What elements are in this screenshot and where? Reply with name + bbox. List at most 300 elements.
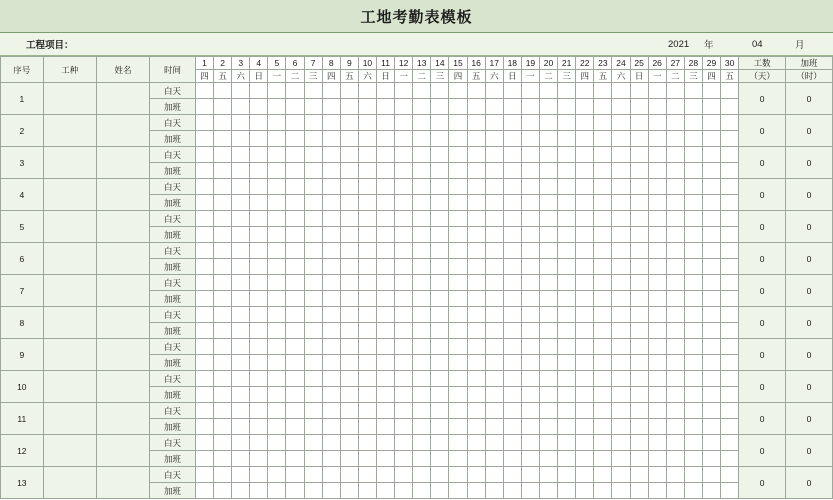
attendance-cell[interactable] — [721, 243, 739, 259]
attendance-cell[interactable] — [576, 243, 594, 259]
attendance-cell[interactable] — [485, 451, 503, 467]
attendance-cell[interactable] — [413, 115, 431, 131]
attendance-cell[interactable] — [322, 387, 340, 403]
attendance-cell[interactable] — [395, 243, 413, 259]
attendance-cell[interactable] — [467, 403, 485, 419]
attendance-cell[interactable] — [539, 243, 557, 259]
attendance-cell[interactable] — [340, 339, 358, 355]
attendance-cell[interactable] — [195, 323, 213, 339]
attendance-cell[interactable] — [721, 419, 739, 435]
attendance-cell[interactable] — [195, 307, 213, 323]
attendance-cell[interactable] — [340, 99, 358, 115]
attendance-cell[interactable] — [612, 195, 630, 211]
attendance-cell[interactable] — [431, 371, 449, 387]
attendance-cell[interactable] — [214, 419, 232, 435]
attendance-cell[interactable] — [358, 195, 376, 211]
attendance-cell[interactable] — [648, 323, 666, 339]
attendance-cell[interactable] — [702, 483, 720, 499]
attendance-cell[interactable] — [304, 131, 322, 147]
attendance-cell[interactable] — [268, 355, 286, 371]
attendance-cell[interactable] — [413, 291, 431, 307]
attendance-cell[interactable] — [558, 83, 576, 99]
attendance-cell[interactable] — [449, 259, 467, 275]
attendance-cell[interactable] — [684, 355, 702, 371]
attendance-cell[interactable] — [286, 451, 304, 467]
attendance-cell[interactable] — [395, 147, 413, 163]
attendance-cell[interactable] — [395, 371, 413, 387]
attendance-cell[interactable] — [449, 451, 467, 467]
attendance-cell[interactable] — [431, 259, 449, 275]
attendance-cell[interactable] — [214, 435, 232, 451]
attendance-cell[interactable] — [214, 323, 232, 339]
attendance-cell[interactable] — [648, 451, 666, 467]
attendance-cell[interactable] — [413, 227, 431, 243]
attendance-cell[interactable] — [286, 323, 304, 339]
attendance-cell[interactable] — [431, 115, 449, 131]
attendance-cell[interactable] — [521, 259, 539, 275]
attendance-cell[interactable] — [358, 99, 376, 115]
attendance-cell[interactable] — [467, 355, 485, 371]
attendance-cell[interactable] — [195, 115, 213, 131]
name-cell[interactable] — [96, 307, 149, 339]
attendance-cell[interactable] — [612, 243, 630, 259]
attendance-cell[interactable] — [449, 131, 467, 147]
attendance-cell[interactable] — [630, 179, 648, 195]
attendance-cell[interactable] — [395, 483, 413, 499]
attendance-cell[interactable] — [539, 259, 557, 275]
attendance-cell[interactable] — [449, 435, 467, 451]
attendance-cell[interactable] — [232, 99, 250, 115]
attendance-cell[interactable] — [648, 355, 666, 371]
attendance-cell[interactable] — [702, 307, 720, 323]
attendance-cell[interactable] — [449, 179, 467, 195]
attendance-cell[interactable] — [232, 227, 250, 243]
attendance-cell[interactable] — [576, 83, 594, 99]
attendance-cell[interactable] — [630, 403, 648, 419]
attendance-cell[interactable] — [304, 275, 322, 291]
attendance-cell[interactable] — [612, 355, 630, 371]
attendance-cell[interactable] — [377, 387, 395, 403]
attendance-cell[interactable] — [721, 467, 739, 483]
attendance-cell[interactable] — [576, 435, 594, 451]
attendance-cell[interactable] — [648, 243, 666, 259]
attendance-cell[interactable] — [431, 403, 449, 419]
attendance-cell[interactable] — [304, 323, 322, 339]
attendance-cell[interactable] — [431, 243, 449, 259]
attendance-cell[interactable] — [666, 307, 684, 323]
attendance-cell[interactable] — [503, 227, 521, 243]
attendance-cell[interactable] — [467, 307, 485, 323]
attendance-cell[interactable] — [322, 259, 340, 275]
attendance-cell[interactable] — [322, 275, 340, 291]
attendance-cell[interactable] — [214, 115, 232, 131]
attendance-cell[interactable] — [232, 403, 250, 419]
attendance-cell[interactable] — [521, 131, 539, 147]
attendance-cell[interactable] — [395, 291, 413, 307]
attendance-cell[interactable] — [395, 403, 413, 419]
attendance-cell[interactable] — [666, 419, 684, 435]
attendance-cell[interactable] — [684, 483, 702, 499]
attendance-cell[interactable] — [322, 451, 340, 467]
worktype-cell[interactable] — [43, 371, 96, 403]
attendance-cell[interactable] — [558, 403, 576, 419]
attendance-cell[interactable] — [558, 131, 576, 147]
attendance-cell[interactable] — [304, 179, 322, 195]
attendance-cell[interactable] — [558, 227, 576, 243]
attendance-cell[interactable] — [268, 115, 286, 131]
attendance-cell[interactable] — [395, 99, 413, 115]
attendance-cell[interactable] — [630, 355, 648, 371]
attendance-cell[interactable] — [666, 483, 684, 499]
attendance-cell[interactable] — [195, 227, 213, 243]
attendance-cell[interactable] — [612, 179, 630, 195]
attendance-cell[interactable] — [558, 307, 576, 323]
attendance-cell[interactable] — [377, 211, 395, 227]
attendance-cell[interactable] — [539, 435, 557, 451]
attendance-cell[interactable] — [413, 387, 431, 403]
attendance-cell[interactable] — [250, 483, 268, 499]
attendance-cell[interactable] — [648, 131, 666, 147]
attendance-cell[interactable] — [195, 195, 213, 211]
attendance-cell[interactable] — [377, 195, 395, 211]
attendance-cell[interactable] — [304, 163, 322, 179]
attendance-cell[interactable] — [485, 131, 503, 147]
attendance-cell[interactable] — [576, 371, 594, 387]
attendance-cell[interactable] — [377, 227, 395, 243]
attendance-cell[interactable] — [286, 227, 304, 243]
attendance-cell[interactable] — [558, 355, 576, 371]
attendance-cell[interactable] — [594, 195, 612, 211]
attendance-cell[interactable] — [666, 83, 684, 99]
attendance-cell[interactable] — [576, 451, 594, 467]
name-cell[interactable] — [96, 339, 149, 371]
attendance-cell[interactable] — [268, 307, 286, 323]
attendance-cell[interactable] — [250, 291, 268, 307]
attendance-cell[interactable] — [702, 419, 720, 435]
attendance-cell[interactable] — [467, 115, 485, 131]
attendance-cell[interactable] — [576, 259, 594, 275]
attendance-cell[interactable] — [594, 291, 612, 307]
attendance-cell[interactable] — [322, 435, 340, 451]
attendance-cell[interactable] — [358, 403, 376, 419]
attendance-cell[interactable] — [485, 291, 503, 307]
attendance-cell[interactable] — [648, 195, 666, 211]
attendance-cell[interactable] — [630, 339, 648, 355]
attendance-cell[interactable] — [666, 275, 684, 291]
attendance-cell[interactable] — [539, 307, 557, 323]
attendance-cell[interactable] — [612, 211, 630, 227]
attendance-cell[interactable] — [558, 147, 576, 163]
attendance-cell[interactable] — [558, 211, 576, 227]
attendance-cell[interactable] — [232, 371, 250, 387]
attendance-cell[interactable] — [558, 99, 576, 115]
attendance-cell[interactable] — [413, 483, 431, 499]
attendance-cell[interactable] — [358, 307, 376, 323]
attendance-cell[interactable] — [630, 323, 648, 339]
attendance-cell[interactable] — [721, 451, 739, 467]
attendance-cell[interactable] — [358, 451, 376, 467]
attendance-cell[interactable] — [214, 227, 232, 243]
attendance-cell[interactable] — [395, 467, 413, 483]
attendance-cell[interactable] — [702, 323, 720, 339]
attendance-cell[interactable] — [268, 291, 286, 307]
attendance-cell[interactable] — [648, 291, 666, 307]
attendance-cell[interactable] — [395, 275, 413, 291]
attendance-cell[interactable] — [449, 291, 467, 307]
attendance-cell[interactable] — [232, 387, 250, 403]
attendance-cell[interactable] — [250, 467, 268, 483]
attendance-cell[interactable] — [232, 195, 250, 211]
attendance-cell[interactable] — [467, 163, 485, 179]
attendance-cell[interactable] — [503, 467, 521, 483]
attendance-cell[interactable] — [630, 451, 648, 467]
attendance-cell[interactable] — [721, 163, 739, 179]
attendance-cell[interactable] — [702, 355, 720, 371]
attendance-cell[interactable] — [521, 371, 539, 387]
attendance-cell[interactable] — [340, 211, 358, 227]
attendance-cell[interactable] — [558, 339, 576, 355]
attendance-cell[interactable] — [485, 275, 503, 291]
attendance-cell[interactable] — [648, 163, 666, 179]
attendance-cell[interactable] — [539, 147, 557, 163]
attendance-cell[interactable] — [431, 163, 449, 179]
attendance-cell[interactable] — [558, 419, 576, 435]
attendance-cell[interactable] — [449, 275, 467, 291]
attendance-cell[interactable] — [539, 323, 557, 339]
attendance-cell[interactable] — [503, 323, 521, 339]
attendance-cell[interactable] — [377, 163, 395, 179]
attendance-cell[interactable] — [232, 291, 250, 307]
attendance-cell[interactable] — [340, 419, 358, 435]
attendance-cell[interactable] — [377, 83, 395, 99]
worktype-cell[interactable] — [43, 147, 96, 179]
attendance-cell[interactable] — [594, 259, 612, 275]
attendance-cell[interactable] — [467, 467, 485, 483]
month-value[interactable]: 04 — [752, 38, 763, 50]
attendance-cell[interactable] — [576, 147, 594, 163]
attendance-cell[interactable] — [503, 355, 521, 371]
attendance-cell[interactable] — [594, 403, 612, 419]
attendance-cell[interactable] — [449, 387, 467, 403]
attendance-cell[interactable] — [666, 179, 684, 195]
attendance-cell[interactable] — [250, 355, 268, 371]
attendance-cell[interactable] — [286, 435, 304, 451]
attendance-cell[interactable] — [721, 195, 739, 211]
attendance-cell[interactable] — [431, 99, 449, 115]
attendance-cell[interactable] — [630, 227, 648, 243]
attendance-cell[interactable] — [521, 195, 539, 211]
attendance-cell[interactable] — [503, 83, 521, 99]
attendance-cell[interactable] — [576, 387, 594, 403]
attendance-cell[interactable] — [558, 243, 576, 259]
attendance-cell[interactable] — [721, 259, 739, 275]
attendance-cell[interactable] — [395, 451, 413, 467]
attendance-cell[interactable] — [286, 419, 304, 435]
attendance-cell[interactable] — [195, 179, 213, 195]
attendance-cell[interactable] — [214, 243, 232, 259]
attendance-cell[interactable] — [521, 163, 539, 179]
attendance-cell[interactable] — [250, 195, 268, 211]
worktype-cell[interactable] — [43, 339, 96, 371]
attendance-cell[interactable] — [395, 387, 413, 403]
attendance-cell[interactable] — [521, 83, 539, 99]
attendance-cell[interactable] — [413, 163, 431, 179]
attendance-cell[interactable] — [286, 403, 304, 419]
attendance-cell[interactable] — [503, 147, 521, 163]
attendance-cell[interactable] — [558, 179, 576, 195]
attendance-cell[interactable] — [358, 339, 376, 355]
attendance-cell[interactable] — [377, 355, 395, 371]
attendance-cell[interactable] — [304, 195, 322, 211]
attendance-cell[interactable] — [195, 163, 213, 179]
attendance-cell[interactable] — [539, 387, 557, 403]
worktype-cell[interactable] — [43, 115, 96, 147]
attendance-cell[interactable] — [250, 307, 268, 323]
attendance-cell[interactable] — [666, 451, 684, 467]
attendance-cell[interactable] — [431, 195, 449, 211]
attendance-cell[interactable] — [521, 339, 539, 355]
attendance-cell[interactable] — [286, 259, 304, 275]
attendance-cell[interactable] — [358, 435, 376, 451]
attendance-cell[interactable] — [721, 147, 739, 163]
attendance-cell[interactable] — [521, 467, 539, 483]
attendance-cell[interactable] — [286, 99, 304, 115]
attendance-cell[interactable] — [377, 323, 395, 339]
attendance-cell[interactable] — [612, 339, 630, 355]
attendance-cell[interactable] — [503, 419, 521, 435]
attendance-cell[interactable] — [268, 403, 286, 419]
attendance-cell[interactable] — [467, 227, 485, 243]
attendance-cell[interactable] — [195, 147, 213, 163]
attendance-cell[interactable] — [594, 307, 612, 323]
attendance-cell[interactable] — [539, 419, 557, 435]
attendance-cell[interactable] — [322, 179, 340, 195]
attendance-cell[interactable] — [322, 403, 340, 419]
attendance-cell[interactable] — [449, 323, 467, 339]
attendance-cell[interactable] — [340, 115, 358, 131]
attendance-cell[interactable] — [449, 211, 467, 227]
attendance-cell[interactable] — [304, 467, 322, 483]
attendance-cell[interactable] — [539, 467, 557, 483]
attendance-cell[interactable] — [485, 83, 503, 99]
attendance-cell[interactable] — [431, 179, 449, 195]
attendance-cell[interactable] — [304, 435, 322, 451]
attendance-cell[interactable] — [684, 259, 702, 275]
attendance-cell[interactable] — [485, 387, 503, 403]
attendance-cell[interactable] — [232, 323, 250, 339]
attendance-cell[interactable] — [304, 83, 322, 99]
attendance-cell[interactable] — [449, 467, 467, 483]
attendance-cell[interactable] — [721, 291, 739, 307]
attendance-cell[interactable] — [558, 291, 576, 307]
attendance-cell[interactable] — [250, 163, 268, 179]
attendance-cell[interactable] — [214, 483, 232, 499]
attendance-cell[interactable] — [576, 179, 594, 195]
attendance-cell[interactable] — [648, 259, 666, 275]
attendance-cell[interactable] — [721, 403, 739, 419]
attendance-cell[interactable] — [395, 195, 413, 211]
attendance-cell[interactable] — [214, 451, 232, 467]
attendance-cell[interactable] — [214, 355, 232, 371]
attendance-cell[interactable] — [377, 243, 395, 259]
attendance-cell[interactable] — [377, 147, 395, 163]
attendance-cell[interactable] — [358, 259, 376, 275]
attendance-cell[interactable] — [558, 371, 576, 387]
attendance-cell[interactable] — [340, 483, 358, 499]
name-cell[interactable] — [96, 211, 149, 243]
attendance-cell[interactable] — [503, 99, 521, 115]
attendance-cell[interactable] — [539, 355, 557, 371]
attendance-cell[interactable] — [395, 419, 413, 435]
attendance-cell[interactable] — [395, 227, 413, 243]
attendance-cell[interactable] — [322, 307, 340, 323]
attendance-cell[interactable] — [340, 371, 358, 387]
attendance-cell[interactable] — [322, 371, 340, 387]
attendance-cell[interactable] — [503, 259, 521, 275]
attendance-cell[interactable] — [485, 163, 503, 179]
attendance-cell[interactable] — [358, 419, 376, 435]
attendance-cell[interactable] — [395, 339, 413, 355]
attendance-cell[interactable] — [666, 227, 684, 243]
attendance-cell[interactable] — [195, 403, 213, 419]
attendance-cell[interactable] — [648, 483, 666, 499]
attendance-cell[interactable] — [612, 259, 630, 275]
name-cell[interactable] — [96, 147, 149, 179]
attendance-cell[interactable] — [702, 435, 720, 451]
attendance-cell[interactable] — [377, 451, 395, 467]
attendance-cell[interactable] — [702, 195, 720, 211]
attendance-cell[interactable] — [322, 131, 340, 147]
attendance-cell[interactable] — [449, 99, 467, 115]
attendance-cell[interactable] — [684, 371, 702, 387]
attendance-cell[interactable] — [413, 419, 431, 435]
attendance-cell[interactable] — [721, 179, 739, 195]
attendance-cell[interactable] — [467, 179, 485, 195]
attendance-cell[interactable] — [214, 83, 232, 99]
attendance-cell[interactable] — [594, 451, 612, 467]
attendance-cell[interactable] — [214, 275, 232, 291]
attendance-cell[interactable] — [232, 131, 250, 147]
attendance-cell[interactable] — [413, 147, 431, 163]
attendance-cell[interactable] — [684, 99, 702, 115]
attendance-cell[interactable] — [684, 83, 702, 99]
attendance-cell[interactable] — [340, 195, 358, 211]
attendance-cell[interactable] — [304, 307, 322, 323]
attendance-cell[interactable] — [594, 243, 612, 259]
attendance-cell[interactable] — [286, 483, 304, 499]
name-cell[interactable] — [96, 371, 149, 403]
attendance-cell[interactable] — [576, 419, 594, 435]
attendance-cell[interactable] — [521, 403, 539, 419]
attendance-cell[interactable] — [539, 371, 557, 387]
worktype-cell[interactable] — [43, 83, 96, 115]
attendance-cell[interactable] — [322, 323, 340, 339]
attendance-cell[interactable] — [431, 83, 449, 99]
attendance-cell[interactable] — [358, 387, 376, 403]
attendance-cell[interactable] — [214, 371, 232, 387]
attendance-cell[interactable] — [684, 291, 702, 307]
attendance-cell[interactable] — [576, 307, 594, 323]
attendance-cell[interactable] — [232, 419, 250, 435]
attendance-cell[interactable] — [268, 243, 286, 259]
attendance-cell[interactable] — [431, 339, 449, 355]
attendance-cell[interactable] — [395, 83, 413, 99]
attendance-cell[interactable] — [467, 243, 485, 259]
attendance-cell[interactable] — [322, 147, 340, 163]
attendance-cell[interactable] — [322, 195, 340, 211]
attendance-cell[interactable] — [648, 387, 666, 403]
attendance-cell[interactable] — [232, 435, 250, 451]
